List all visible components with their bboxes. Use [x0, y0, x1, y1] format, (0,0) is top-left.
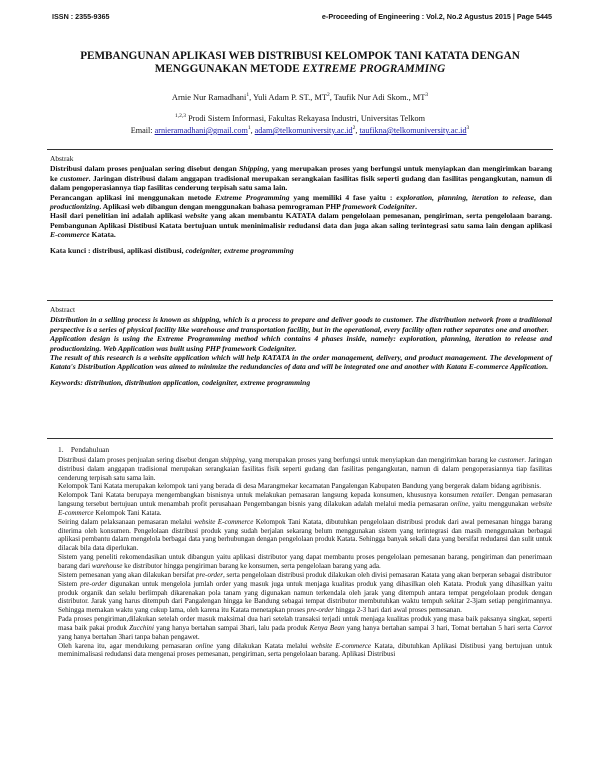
author-2-sup: 2 — [327, 92, 330, 98]
intro-paragraph-9 — [58, 642, 552, 660]
intro-paragraph-3 — [58, 491, 552, 518]
abstrak-p3-text-c: yang akan membantu KATATA dalam pengelolaan pemesanan, pengiriman, serta pengelolaan barang. Pembangunan Aplikasi Distibusi Katata bertujuan untuk meninimalisir redudansi data dan juga akan saling terintegrasi satu sama lain dengan aplikasi — [50, 211, 552, 230]
intro-paragraph-6 — [58, 571, 552, 580]
email-link-2[interactable]: adam@telkomuniversity.ac.id — [254, 126, 353, 135]
intro-p8-italic-d: Kenya Bean — [309, 623, 345, 632]
abstrak-p1-italic-d: customer — [59, 173, 89, 183]
email-link-3[interactable]: taufikna@telkomuniversity.ac.id — [359, 126, 467, 135]
intro-p3-italic-d: online — [450, 500, 469, 509]
author-1-sup: 1 — [246, 92, 250, 98]
intro-p8-text-g: yang hanya bertahan 3hari tanpa bahan pengawet. — [58, 632, 200, 641]
journal-info: e-Proceeding of Engineering : Vol.2, No.2 Agustus 2015 | Page 5445 — [321, 12, 552, 21]
intro-paragraph-2: Kelompok Tani Katata merupakan kelompok tani yang berada di desa Marangmekar kecamatan Pangalengan Kabupaten Bandung yang bergerak dalam bidang agribisnis. — [58, 482, 542, 491]
intro-p1-text-e: . Jaringan distribusi dalam anggapan tradisional merupakan serangkaian fasilitas fisik seperti gudang dan fasilitas pengangkutan, namun di dalam pengoperasiannya tiap fasilitas cenderung terpisah satu sama lain. — [58, 455, 552, 482]
intro-p8-text-a: Pada proses pengiriman,dilakukan setelah order masuk maksimal dua hari setelah transaksi terjadi untuk menjaga kualitas produk yang masa baik paksanya singkat, seperti masa baik pakai produk — [58, 615, 552, 632]
email-1-sup: 1 — [247, 125, 251, 131]
author-2: , Yuli Adam P. ST., MT — [249, 93, 328, 102]
intro-p1-text-a: Distribusi dalam proses penjualan sering disebut dengan — [58, 455, 221, 464]
title-line-2-italic: EXTREME PROGRAMMING — [302, 63, 446, 75]
affiliation-sup: 1,2,3 — [175, 113, 187, 119]
abstrak-label: Abstrak — [50, 154, 74, 163]
intro-p7-text-e: hingga 2-3 hari dari awal proses pemesanan. — [333, 606, 462, 615]
intro-p7-italic-b: pre-order — [80, 579, 108, 588]
abstrak-p2-text-i: . — [415, 202, 417, 212]
intro-paragraph-7 — [58, 580, 552, 615]
intro-p3-text-g: Kelompok Tani Katata. — [93, 508, 162, 517]
intro-p7-text-a: Sistem — [58, 579, 81, 588]
abstract-paragraph-2: Application design is using the Extreme Programming method which contains 4 phases inside, namely: exploration, planning, iteration to release and productionizing. Web Application was built using PHP framework Codeigniter. — [50, 334, 552, 353]
abstract-paragraph-3: The result of this research is a website application which will help KATATA in the order management, delivery, and product management. The development of Katata's Distribution Application was aimed to minimize the redundancies of data and will be integrated one and another with Katata E-commerce Application. — [50, 353, 552, 372]
title-line-2 — [40, 63, 560, 76]
abstrak-paragraph-1 — [50, 164, 552, 192]
email-label: Email: — [130, 126, 155, 135]
email-line: Email: arnieramadhani@gmail.com$^1$, $adam@telkomuniversity.ac.id^2$, $taufikna@telkomuniversity.ac.id^3$ — [130, 125, 470, 135]
intro-p3-text-e: , yaitu menggunakan — [468, 500, 531, 509]
abstrak-p1-italic-b: Shipping — [239, 164, 268, 174]
divider-bottom — [47, 438, 553, 439]
intro-p9-text-a: Oleh karena itu, agar mendukung pemasaran — [58, 641, 196, 650]
abstrak-p2-text-g: . Aplikasi web dibangun dengan menggunakan bahasa pemrograman PHP — [99, 202, 343, 212]
abstrak-p1-text-c: , yang merupakan proses yang berfungsi untuk menyiapkan dan mengirimkan barang ke — [50, 164, 552, 183]
title-line-1: PEMBANGUNAN APLIKASI WEB DISTRIBUSI KELOMPOK TANI KATATA DENGAN — [80, 50, 520, 62]
kata-kunci-italic: codeigniter, extreme programming — [185, 245, 294, 255]
intro-p9-italic-b: online — [195, 641, 214, 650]
abstract-section — [50, 305, 552, 387]
email-3-sup: 3 — [466, 125, 470, 131]
intro-p8-italic-f: Carrot — [532, 623, 552, 632]
affiliation-text: Prodi Sistem Informasi, Fakultas Rekayasa Industri, Universitas Telkom — [186, 114, 425, 123]
intro-paragraph-4 — [58, 518, 552, 553]
abstract-label: Abstract — [50, 305, 76, 314]
email-2-sup: 2 — [352, 125, 356, 131]
introduction-section — [58, 446, 552, 659]
abstrak-p2-italic-h: framework Codeigniter — [342, 202, 416, 212]
abstrak-p2-italic-b: Extreme Programming — [215, 192, 290, 202]
abstrak-p3-text-e: Katata. — [89, 230, 116, 240]
intro-p3-italic-b: retailer — [471, 491, 493, 500]
intro-p5-text-c: ke distributor hingga pengiriman barang ke konsumen, serta pengelolaan barang yang ada. — [122, 561, 381, 570]
intro-p4-text-a: Seiring dalam pelaksanaan pemasaran melalui — [58, 517, 195, 526]
abstrak-section — [50, 154, 552, 255]
author-1: Arnie Nur Ramadhani — [171, 93, 247, 102]
affiliation — [40, 114, 560, 123]
abstrak-p2-italic-f: productionizing — [50, 202, 100, 212]
divider-top — [47, 149, 553, 150]
section-heading: 1. Pendahuluan — [58, 445, 110, 454]
intro-p8-text-c: yang hanya bertahan sampai 3hari, lalu pada produk — [153, 623, 310, 632]
intro-p4-italic-b: website E-commerce — [194, 517, 254, 526]
intro-p7-text-c: digunakan untuk mengelola jumlah order yang masuk juga untuk menjaga kualitas produk yang dihasilkan oleh Katata. Produk yang dihasilkan yaitu produk organik dan selalu berlimpah dikarenakan pola tanam yang digunakan namun terkendala oleh jarak yang ditempuh antara tempat pengelolaan produk dengan distributor. Jarak yang harus ditempuh dari Pangalengan hingga ke Bandung sebagai tempat distributor membutuhkan waktu tempuh sekitar 2-3jam setiap pengirimannya. Sehingga memakan waktu yang cukup lama, oleh karena itu Katata menetapkan proses — [58, 579, 552, 615]
issn-label: ISSN : 2355-9365 — [52, 12, 110, 21]
intro-p1-italic-d: customer — [498, 455, 525, 464]
kata-kunci-text: Kata kunci : distribusi, aplikasi distibusi, — [50, 245, 186, 255]
kata-kunci — [50, 246, 552, 255]
abstrak-p3-text-a: Hasil dari penelitian ini adalah aplikasi — [50, 211, 186, 221]
abstrak-paragraph-3 — [50, 211, 552, 239]
intro-p1-italic-b: shipping — [220, 455, 245, 464]
abstrak-p2-text-e: , dan — [534, 192, 553, 202]
intro-paragraph-5 — [58, 553, 552, 571]
abstrak-p2-italic-d: exploration, planning, iteration to release — [396, 192, 535, 202]
intro-p9-italic-d: website E-commerce — [310, 641, 372, 650]
email-link-1[interactable]: arnieramadhani@gmail.com — [154, 126, 248, 135]
author-3-sup: 3 — [425, 92, 429, 98]
divider-middle — [47, 300, 553, 301]
intro-p1-text-c: , yang merupakan proses yang berfungsi untuk menyiapkan dan mengirimkan barang ke — [244, 455, 499, 464]
intro-p3-text-c: . Dengan pemasaran langsung tersebut bertujuan untuk menambah profit perusahaan Pengembangan bisnis yang dilakukan adalah melalui media pemasaran — [58, 491, 552, 509]
abstrak-p1-text-e: . Jaringan distribusi dalam anggapan tradisional merupakan serangkaian fasilitas fisik seperti gudang dan fasilitas pengangkutan, namun di dalam pengoperasiannya tiap fasilitas cenderung terpisah satu sama lain. — [50, 173, 552, 193]
intro-p5-italic-b: warehouse — [91, 561, 123, 570]
intro-p6-italic-b: pre-order — [195, 570, 223, 579]
intro-p9-text-e: Katata, dibutuhkan Aplikasi Distibusi yang bertujuan untuk meminimalisasi redudansi data mengenai proses pemesanan, pengiriman, serta pengelolaan barang. Aplikasi Distribusi — [58, 641, 552, 659]
intro-p8-text-e: yang hanya bertahan sampai 3 hari, Tomat bertahan 5 hari serta — [344, 623, 533, 632]
abstract-paragraph-1: Distribution in a selling process is known as shipping, which is a process to prepare and deliver goods to customer. The distribution network from a traditional perspective is a series of physical facility like warehouse and transportation facility, but in the operational, every facility often rather separates one and another. — [50, 315, 552, 334]
intro-paragraph-8 — [58, 615, 552, 642]
abstrak-p2-text-c: yang memiliki 4 fase yaitu : — [289, 192, 397, 202]
intro-p7-italic-d: pre-order — [306, 606, 334, 615]
intro-p9-text-c: yang dilakukan Katata melalui — [213, 641, 311, 650]
intro-paragraph-1 — [58, 456, 552, 483]
intro-p3-italic-f: website E-commerce — [58, 500, 552, 517]
title-line-2-text: MENGGUNAKAN METODE — [154, 63, 303, 75]
intro-p3-text-a: Kelompok Tani Katata berupaya mengembangkan bisnisnya untuk melakukan pemasaran langsung kepada konsumen, khususnya konsumen — [58, 491, 472, 500]
intro-p8-italic-b: Zucchini — [129, 623, 154, 632]
abstrak-p2-text-a: Perancangan aplikasi ini menggunakan metode — [50, 192, 216, 202]
author-list — [40, 93, 560, 102]
keywords: Keywords: distribution, distribution application, codeigniter, extreme programming — [50, 377, 311, 387]
abstrak-p3-italic-b: website — [185, 211, 208, 221]
paper-title — [40, 50, 560, 76]
intro-p5-text-a: Sistem yang peneliti rekomendasikan untuk dibangun yaitu aplikasi distributor yang dapat membantu proses pengelolaan pemesanan barang, pengiriman dan penerimaan barang dari — [58, 553, 552, 570]
abstrak-p1-text-a: Distribusi dalam proses penjualan sering disebut dengan — [50, 164, 240, 174]
running-header — [52, 12, 552, 21]
intro-p4-text-c: Kelompok Tani Katata, dibutuhkan pengelolaan distribusi produk dari awal pemesanan hingga barang diterima oleh konsumen. Pengelolaan distribusi produk yang sudah berjalan sekarang belum menggunakan sistem yang terintegrasi dan masih menggunakan berbagai aplikasi pembantu dalam mengelola berbagai data yang berhubungan dengan pengelolaan produk Katata. Sehingga banyak sekali data yang bersifat redudansi dan sulit untuk dilacak bila data diperlukan. — [58, 517, 552, 553]
author-3: , Taufik Nur Adi Skom., MT — [329, 93, 426, 102]
intro-p6-text-c: , serta pengelolaan distribusi produk dilakukan oleh divisi pemasaran Katata yang akan berperan sebagai distributor — [222, 570, 552, 579]
intro-p6-text-a: Sistem pemesanan yang akan dilakukan bersifat — [58, 570, 196, 579]
abstrak-p3-italic-d: E-commerce — [50, 230, 90, 240]
abstrak-paragraph-2 — [50, 193, 552, 212]
